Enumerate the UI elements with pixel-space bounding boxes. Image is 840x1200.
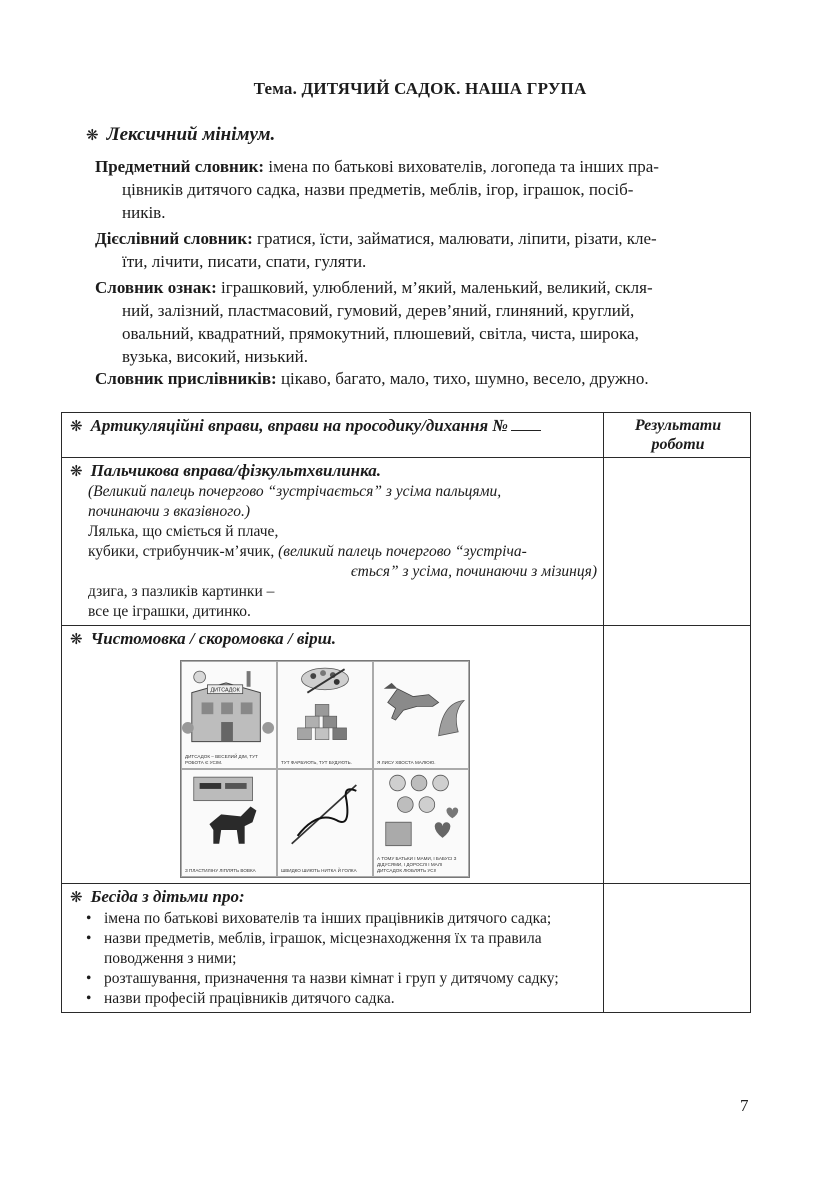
picture-caption-5: ШВИДКО ШИЮТЬ НИТКА Й ГОЛКА: [281, 868, 357, 873]
lexical-heading-text: Лексичний мінімум.: [106, 124, 276, 145]
picture-caption-1: ДИТСАДОК – ВЕСЕЛИЙ ДІМ, ТУТ РОБОТА Є УСІМ.: [185, 754, 258, 765]
page-title: Тема. ДИТЯЧИЙ САДОК. НАША ГРУПА: [253, 79, 587, 98]
adverb-dictionary-label: Словник прислівників:: [95, 369, 277, 388]
tongue-twister-heading-text: Чистомовка / скоромовка / вірш.: [90, 629, 337, 648]
verse-line1: Лялька, що сміється й плаче,: [88, 523, 279, 540]
finger-exercise-cell: [62, 458, 604, 626]
verse-line4: все це іграшки, дитинко.: [88, 603, 251, 620]
finger-note-line2: починаючи з вказівного.): [88, 503, 251, 520]
subject-dictionary: [95, 155, 753, 224]
exercise-table: [61, 412, 751, 1013]
exercise-number-blank: [511, 430, 541, 431]
finger-exercise-heading-text: Пальчикова вправа/фізкультхвилинка.: [90, 461, 382, 480]
finger-note-line1: (Великий палець почергово “зустрічається” з усіма пальцями,: [88, 483, 502, 500]
kindergarten-sign-text: ДИТСАДОК: [210, 687, 240, 694]
fox-icon: [374, 662, 468, 747]
list-item: • розташування, призначення та назви кімнат і груп у дитячому садку;: [88, 969, 597, 989]
articulation-cell: [62, 413, 604, 458]
family-picture: [373, 769, 469, 877]
plasticine-wolf-picture: [181, 769, 277, 877]
attribute-dictionary: [95, 276, 753, 368]
picture-caption-2: ТУТ ФАРБУЮТЬ, ТУТ БУДУЮТЬ.: [281, 760, 352, 765]
results-header-line2: роботи: [651, 436, 705, 453]
snowflake-icon: ❋: [86, 128, 99, 144]
verse-line2: [70, 542, 597, 562]
verb-dictionary-line1: гратися, їсти, займатися, малювати, ліпити, різати, кле-: [257, 229, 657, 248]
needle-thread-icon: [278, 770, 372, 855]
snowflake-icon: ❋: [70, 419, 83, 435]
snowflake-icon: ❋: [70, 890, 83, 906]
attribute-dictionary-line4: вузька, високий, низький.: [122, 347, 308, 366]
verb-dictionary-line2: їти, лічити, писати, спати, гуляти.: [122, 252, 367, 271]
kindergarten-building-icon: [182, 662, 276, 747]
tongue-twister-cell: [62, 626, 604, 884]
articulation-heading: [70, 416, 541, 435]
attribute-dictionary-line1: іграшковий, улюблений, м’який, маленький, великий, скля-: [221, 278, 653, 297]
adverb-dictionary-text: цікаво, багато, мало, тихо, шумно, весело, дружно.: [280, 369, 649, 388]
subject-dictionary-line3: ників.: [122, 203, 166, 222]
results-header: [612, 416, 744, 454]
plasticine-wolf-icon: [182, 770, 276, 855]
needle-and-thread-picture: [277, 769, 373, 877]
talk-topics-list: [70, 909, 597, 1009]
picture-caption-6: А ТОМУ БАТЬКИ І МАМИ, І БАБУСІ З ДІДУСЯМИ, І ДОРОСЛІ І МАЛІ ДИТСАДОК ЛЮБЛЯТЬ УСІ!: [377, 856, 457, 873]
tongue-results-cell: [604, 626, 751, 884]
subject-dictionary-line2: цівників дитячого садка, назви предметів, меблів, ігор, іграшок, посіб-: [122, 180, 634, 199]
picture-caption-4: З ПЛАСТИЛІНУ ЛІПЛЯТЬ ВОВКА: [185, 868, 256, 873]
attribute-dictionary-line3: овальний, квадратний, прямокутний, плюшевий, світла, чиста, широка,: [122, 324, 639, 343]
family-faces-icon: [374, 770, 468, 855]
page-number: 7: [740, 1096, 749, 1115]
verse-line2-note: (великий палець почергово “зустріча-: [278, 543, 527, 560]
adverb-dictionary: [95, 367, 753, 390]
talk-heading-text: Бесіда з дітьми про:: [90, 887, 245, 906]
snowflake-icon: ❋: [70, 632, 83, 648]
attribute-dictionary-label: Словник ознак:: [95, 278, 217, 297]
illustration-grid: [180, 660, 470, 878]
verb-dictionary: [95, 227, 753, 273]
list-item: • назви предметів, меблів, іграшок, місцезнаходження їх та правила поводження з ними;: [88, 929, 597, 969]
talk-heading: [70, 887, 597, 908]
picture-caption-3: Я ЛИСУ ХВОСТА МАЛЮЮ.: [377, 760, 436, 765]
verse-line2-start: кубики, стрибунчик-м’ячик,: [88, 543, 275, 560]
talk-cell: [62, 884, 604, 1013]
subject-dictionary-label: Предметний словник:: [95, 157, 265, 176]
verse-line3: дзига, з пазликів картинки –: [88, 583, 275, 600]
subject-dictionary-line1: імена по батькові вихователів, логопеда та інших пра-: [268, 157, 659, 176]
lexical-minimum-heading: [86, 124, 275, 146]
attribute-dictionary-line2: ний, залізний, пластмасовий, гумовий, дерев’яний, глиняний, круглий,: [122, 301, 635, 320]
finger-results-cell: [604, 458, 751, 626]
verse-line2-note-cont: ється” з усіма, починаючи з мізинця): [350, 563, 597, 580]
list-item: • імена по батькові вихователів та інших працівників дитячого садка;: [88, 909, 597, 929]
talk-results-cell: [604, 884, 751, 1013]
results-header-line1: Результати: [634, 417, 722, 434]
table-row: [62, 884, 751, 1013]
table-row: [62, 458, 751, 626]
palette-and-cubes-icon: [278, 662, 372, 747]
paint-and-blocks-picture: [277, 661, 373, 769]
results-header-cell: [604, 413, 751, 458]
fox-picture: [373, 661, 469, 769]
snowflake-icon: ❋: [70, 464, 83, 480]
list-item: • назви професій працівників дитячого садка.: [88, 989, 597, 1009]
finger-exercise-heading: [70, 461, 597, 482]
articulation-heading-text: Артикуляційні вправи, вправи на просодику/дихання №: [90, 416, 508, 435]
table-row: [62, 626, 751, 884]
tongue-twister-heading: [70, 629, 597, 650]
verb-dictionary-label: Дієслівний словник:: [95, 229, 253, 248]
table-row: [62, 413, 751, 458]
kindergarten-picture: [181, 661, 277, 769]
